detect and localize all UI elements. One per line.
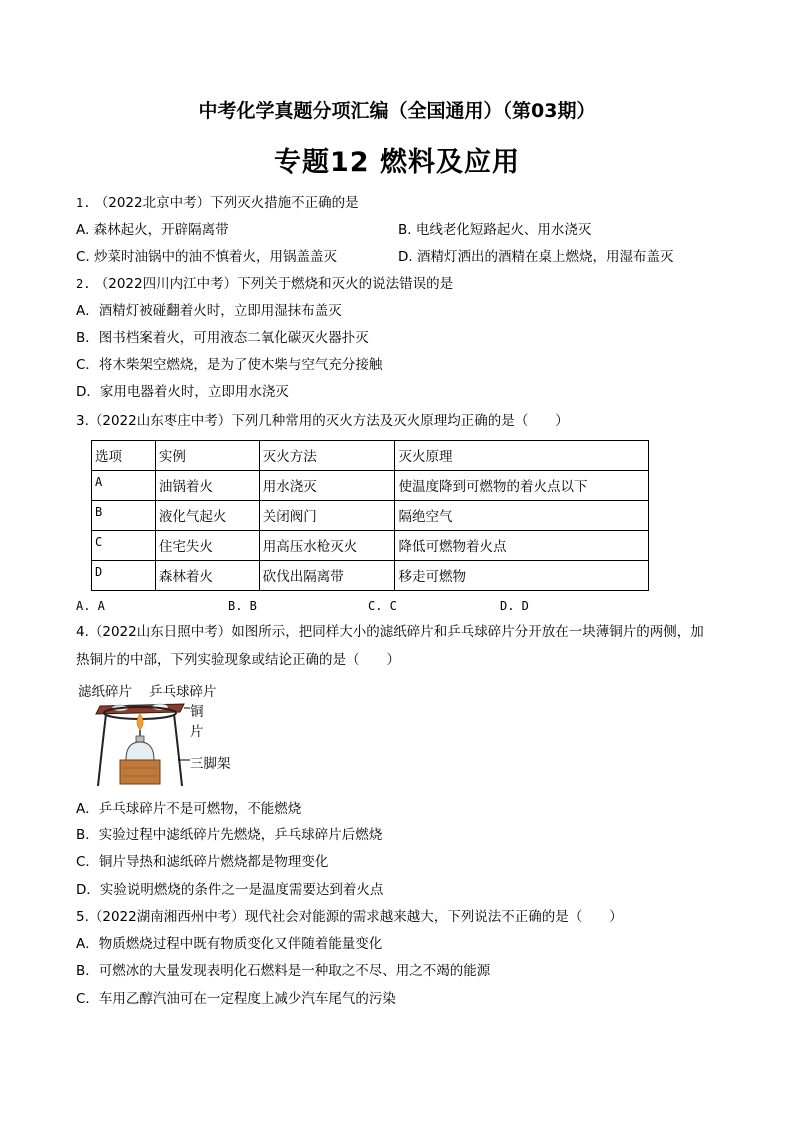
table-cell: 隔绝空气: [395, 501, 649, 531]
q5-option-b: B．可燃冰的大量发现表明化石燃料是一种取之不尽、用之不竭的能源: [76, 963, 491, 979]
table-cell: 用高压水枪灭火: [259, 531, 395, 561]
q2-number: 2.: [76, 277, 91, 291]
table-cell: 液化气起火: [155, 501, 259, 531]
q1-option-b: B. 电线老化短路起火、用水浇灭: [398, 222, 592, 238]
q1-option-c: C. 炒菜时油锅中的油不慎着火，用锅盖盖灭: [76, 249, 338, 265]
table-row: [92, 471, 649, 501]
q2-option-a: A．酒精灯被碰翻着火时，立即用湿抹布盖灭: [76, 303, 342, 319]
figure-label-copper-1: 铜: [190, 704, 204, 720]
q5-option-a: A．物质燃烧过程中既有物质变化又伴随着能量变化: [76, 936, 383, 952]
q5-option-c: C．车用乙醇汽油可在一定程度上减少汽车尾气的污染: [76, 991, 396, 1007]
q2-stem-text: （2022四川内江中考）下列关于燃烧和灭火的说法错误的是: [94, 276, 454, 292]
table-cell: 油锅着火: [155, 471, 259, 501]
q4-option-c: C．铜片导热和滤纸碎片燃烧都是物理变化: [76, 854, 329, 870]
q3-table: [91, 440, 649, 591]
q1-option-d: D. 酒精灯洒出的酒精在桌上燃烧，用湿布盖灭: [398, 249, 674, 265]
q1-stem-text: （2022北京中考）下列灭火措施不正确的是: [94, 195, 359, 211]
q3-option-b: B. B: [228, 599, 257, 613]
table-cell: 森林着火: [155, 561, 259, 591]
table-row: [92, 501, 649, 531]
lamp-neck: [136, 736, 144, 742]
q1-number: 1.: [76, 196, 91, 210]
q2-option-c: C．将木柴架空燃烧，是为了使木柴与空气充分接触: [76, 357, 383, 373]
table-header-cell: 灭火方法: [259, 441, 395, 471]
q5-stem: 5.（2022湖南湘西州中考）现代社会对能源的需求越来越大，下列说法不正确的是（ ）: [76, 909, 623, 925]
table-cell: 使温度降到可燃物的着火点以下: [395, 471, 649, 501]
q1-stem: [76, 193, 359, 213]
table-header-row: [92, 441, 649, 471]
table-cell: 降低可燃物着火点: [395, 531, 649, 561]
q4-stem-line2: 热铜片的中部，下列实验现象或结论正确的是（ ）: [76, 652, 400, 668]
q3-stem: 3.（2022山东枣庄中考）下列几种常用的灭火方法及灭火原理均正确的是（ ）: [76, 413, 569, 429]
wooden-block: [120, 760, 160, 784]
table-cell: 关闭阀门: [259, 501, 395, 531]
table-cell: A: [92, 471, 156, 501]
table-cell: 住宅失火: [155, 531, 259, 561]
q4-option-d: D．实验说明燃烧的条件之一是温度需要达到着火点: [76, 882, 384, 898]
q4-option-a: A．乒乓球碎片不是可燃物，不能燃烧: [76, 801, 302, 817]
tripod-leg-left: [98, 714, 106, 786]
table-cell: 用水浇灭: [259, 471, 395, 501]
document-title: 中考化学真题分项汇编（全国通用）（第03期）: [198, 100, 596, 122]
q3-option-d: D. D: [500, 599, 529, 613]
table-cell: C: [92, 531, 156, 561]
table-cell: B: [92, 501, 156, 531]
table-cell: 移走可燃物: [395, 561, 649, 591]
figure-label-filter-paper: 滤纸碎片: [78, 684, 132, 700]
table-row: [92, 561, 649, 591]
q4-stem-line1: 4.（2022山东日照中考）如图所示，把同样大小的滤纸碎片和乒乓球碎片分开放在一块薄铜片的两侧，加: [76, 624, 704, 640]
experiment-apparatus-figure: [90, 698, 200, 792]
figure-label-tripod: 三脚架: [190, 756, 231, 772]
q2-stem: [76, 274, 453, 294]
figure-label-pingpong: 乒乓球碎片: [149, 684, 217, 700]
q3-option-c: C. C: [368, 599, 397, 613]
q2-option-b: B．图书档案着火，可用液态二氧化碳灭火器扑灭: [76, 330, 369, 346]
table-row: [92, 531, 649, 561]
q4-option-b: B．实验过程中滤纸碎片先燃烧，乒乓球碎片后燃烧: [76, 827, 383, 843]
table-header-cell: 实例: [155, 441, 259, 471]
table-cell: 砍伐出隔离带: [259, 561, 395, 591]
q1-option-a: A. 森林起火，开辟隔离带: [76, 222, 229, 238]
q2-option-d: D．家用电器着火时，立即用水浇灭: [76, 384, 289, 400]
flame: [137, 714, 143, 730]
alcohol-lamp: [126, 742, 154, 760]
q3-option-a: A. A: [76, 599, 105, 613]
tripod-leg-right: [174, 714, 182, 786]
table-header-cell: 灭火原理: [395, 441, 649, 471]
figure-label-copper-2: 片: [190, 724, 204, 740]
table-cell: D: [92, 561, 156, 591]
table-header-cell: 选项: [92, 441, 156, 471]
document-subtitle: 专题12 燃料及应用: [274, 147, 520, 178]
